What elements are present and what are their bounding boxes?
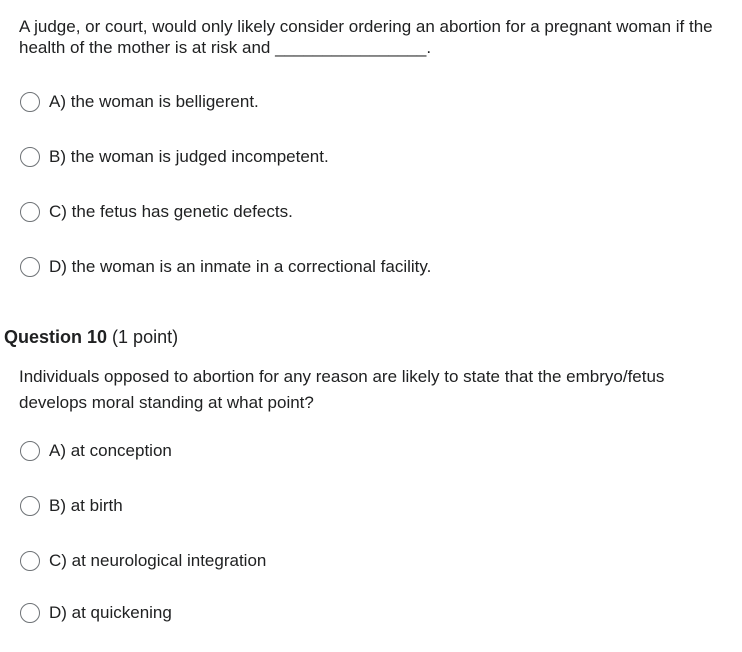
option-label: D) the woman is an inmate in a correctional facility. [49,257,432,276]
answer-option-a[interactable] [20,441,172,461]
radio-button[interactable] [20,441,40,461]
option-label: A) the woman is belligerent. [49,92,259,111]
answer-option-c[interactable] [20,551,266,571]
option-label: A) at conception [49,441,172,460]
option-label: C) at neurological integration [49,551,267,570]
option-label: B) the woman is judged incompetent. [49,147,329,166]
radio-button[interactable] [20,496,40,516]
radio-button[interactable] [20,257,40,277]
option-label: B) at birth [49,496,123,515]
question-points: (1 point) [112,327,179,347]
question-text: Individuals opposed to abortion for any reason are likely to state that the embryo/fetus develops moral standing at what point? [19,367,665,412]
answer-option-c[interactable] [20,202,293,222]
question-text: A judge, or court, would only likely consider ordering an abortion for a pregnant woman if the health of the mother is at risk and ________________. [19,17,713,57]
answer-option-b[interactable] [20,147,329,167]
radio-button[interactable] [20,551,40,571]
radio-button[interactable] [20,603,40,623]
option-label: C) the fetus has genetic defects. [49,202,293,221]
answer-option-d[interactable] [20,603,172,623]
radio-button[interactable] [20,92,40,112]
option-label: D) at quickening [49,603,172,622]
answer-option-a[interactable] [20,92,259,112]
question-number: Question 10 [4,327,108,347]
radio-button[interactable] [20,147,40,167]
answer-option-b[interactable] [20,496,123,516]
answer-option-d[interactable] [20,257,431,277]
question-header [4,327,178,348]
radio-button[interactable] [20,202,40,222]
